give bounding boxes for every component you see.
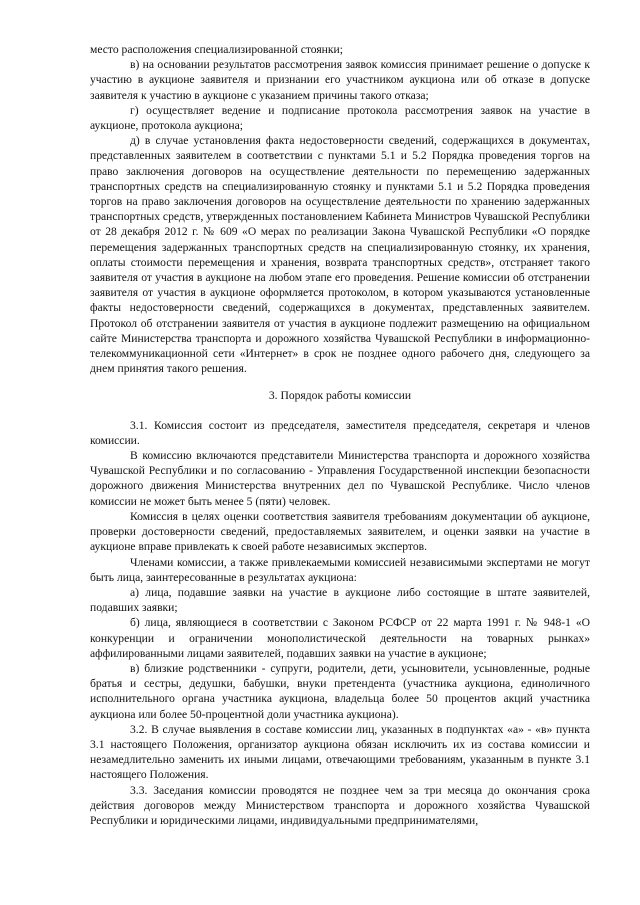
paragraph-3-1-v: в) близкие родственники - супруги, родители, дети, усыновители, усыновленные, родные братья и сестры, дедушки, бабушки, внуки претендента (участника аукциона, единоличного исполнительного органа участника аукциона, владельца более 50 процентов акций участника аукциона или более 50-процентной доли участника аукциона).	[90, 661, 590, 721]
paragraph-3-3: 3.3. Заседания комиссии проводятся не позднее чем за три месяца до окончания срока действия договоров между Министерством транспорта и дорожного хозяйства Чувашской Республики и юридическими лицами, индивидуальными предпринимателями,	[90, 783, 590, 827]
paragraph-3-1-a: а) лица, подавшие заявки на участие в аукционе либо состоящие в штате заявителей, подавших заявки;	[90, 585, 590, 615]
paragraph-item-g: г) осуществляет ведение и подписание протокола рассмотрения заявок на участие в аукционе, протокола аукциона;	[90, 103, 590, 133]
paragraph-continuation: место расположения специализированной стоянки;	[90, 43, 343, 56]
paragraph-3-1: 3.1. Комиссия состоит из председателя, заместителя председателя, секретаря и членов комиссии.	[90, 418, 590, 447]
paragraph-3-1-experts: Комиссия в целях оценки соответствия заявителя требованиям документации об аукционе, проверки достоверности сведений, предоставляемых заявителем, и оценки заявки на участие в аукционе вправе привлекать к своей работе независимых экспертов.	[90, 509, 590, 554]
section-heading: 3. Порядок работы комиссии	[268, 389, 412, 403]
paragraph-3-1-composition: В комиссию включаются представители Министерства транспорта и дорожного хозяйства Чувашской Республики и по согласованию - Управления Государственной инспекции безопасности дорожного движения Министерства внутренних дел по Чувашской Республике. Число членов комиссии не может быть менее 5 (пяти) человек.	[90, 449, 590, 508]
paragraph-3-1-b: б) лица, являющиеся в соответствии с Законом РСФСР от 22 марта 1991 г. № 948-1 «О конкуренции и ограничении монополистической деятельности на товарных рынках» аффилированными лицами заявителей, подавших заявки на участие в аукционе;	[90, 616, 590, 660]
paragraph-3-1-interested: Членами комиссии, а также привлекаемыми комиссией независимыми экспертами не могут быть лица, заинтересованные в результатах аукциона:	[90, 555, 590, 584]
paragraph-item-d: д) в случае установления факта недостоверности сведений, содержащихся в документах, представленных заявителем в соответствии с пунктами 5.1 и 5.2 Порядка проведения торгов на право заключения договоров на осуществление деятельности по перемещению задержанных транспортных средств на специализированную стоянку и пунктами 5.1 и 5.2 Порядка проведения торгов на право заключения договоров на осуществление деятельности по хранению задержанных транспортных средств, утвержденных постановлением Кабинета Министров Чувашской Республики от 28 декабря 2012 г. № 609 «О мерах по реализации Закона Чувашской Республики «О порядке перемещения задержанных транспортных средств на специализированную стоянку, их хранения, оплаты стоимости перемещения и хранения, возврата транспортных средств», отстраняет такого заявителя от участия в аукционе на любом этапе его проведения. Решение комиссии об отстранении заявителя от участия в аукционе оформляется протоколом, в котором указываются установленные факты недостоверности сведений, содержащихся в документах, представленных заявителем. Протокол об отстранении заявителя от участия в аукционе подлежит размещению на официальном сайте Министерства транспорта и дорожного хозяйства Чувашской Республики в информационно-телекоммуникационной сети «Интернет» в срок не позднее одного рабочего дня, следующего за днем принятия такого решения.	[90, 134, 590, 376]
paragraph-item-v: в) на основании результатов рассмотрения заявок комиссия принимает решение о допуске к участию в аукционе заявителя и признании его участником аукциона или об отказе в допуске заявителя к участию в аукционе с указанием причины такого отказа;	[90, 58, 590, 102]
paragraph-3-2: 3.2. В случае выявления в составе комиссии лиц, указанных в подпунктах «а» - «в» пункта 3.1 настоящего Положения, организатор аукциона обязан исключить их из состава комиссии и незамедлительно заменить их иными лицами, отвечающими требованиям, указанным в пункте 3.1 настоящего Положения.	[90, 722, 590, 782]
